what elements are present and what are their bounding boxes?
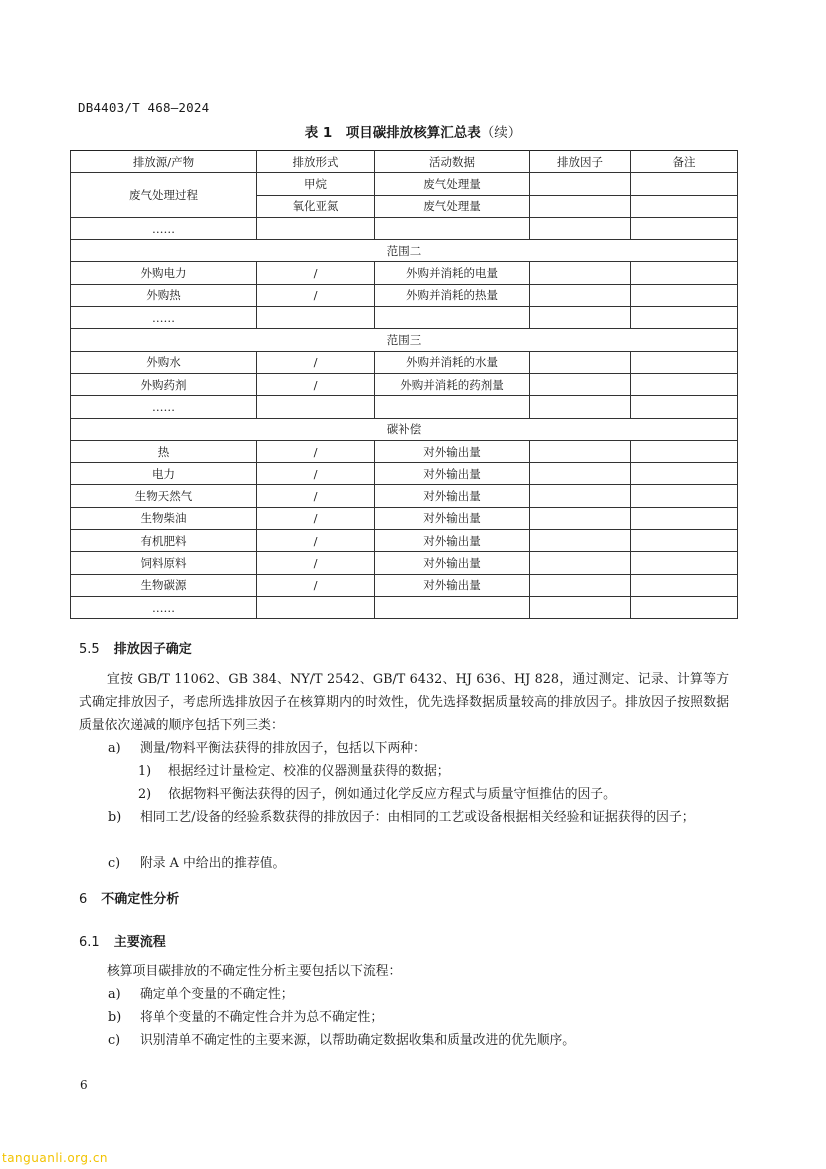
cell-activity: 对外输出量 bbox=[375, 440, 530, 462]
cell-form: / bbox=[257, 552, 375, 574]
cell-form: 氧化亚氮 bbox=[257, 195, 375, 217]
cell-factor bbox=[530, 217, 631, 239]
table-row bbox=[71, 440, 738, 462]
cell-factor bbox=[530, 463, 631, 485]
list-text: 附录 A 中给出的推荐值。 bbox=[140, 856, 286, 871]
table-row bbox=[71, 463, 738, 485]
list-item bbox=[108, 806, 730, 829]
cell-factor bbox=[530, 396, 631, 418]
cell-activity: 对外输出量 bbox=[375, 574, 530, 596]
cell-remarks bbox=[631, 552, 738, 574]
list-marker: c) bbox=[108, 1033, 121, 1048]
carbon-offset-label: 碳补偿 bbox=[71, 418, 738, 440]
cell-activity: 外购并消耗的热量 bbox=[375, 284, 530, 306]
cell-factor bbox=[530, 173, 631, 195]
section-5-5-heading bbox=[79, 638, 192, 657]
list-marker: 2) bbox=[138, 787, 152, 802]
list-text: 测量/物料平衡法获得的排放因子，包括以下两种： bbox=[140, 741, 426, 756]
cell-activity: 对外输出量 bbox=[375, 463, 530, 485]
cell-form: / bbox=[257, 574, 375, 596]
cell-remarks bbox=[631, 596, 738, 618]
table-row bbox=[71, 396, 738, 418]
header-remarks: 备注 bbox=[631, 151, 738, 173]
section-number: 6.1 bbox=[79, 935, 100, 950]
cell-source: 饲料原料 bbox=[71, 552, 257, 574]
list-marker: c) bbox=[108, 856, 121, 871]
header-form: 排放形式 bbox=[257, 151, 375, 173]
page-number: 6 bbox=[80, 1078, 88, 1092]
table-row bbox=[71, 373, 738, 395]
cell-activity: 废气处理量 bbox=[375, 195, 530, 217]
cell-remarks bbox=[631, 530, 738, 552]
cell-form: 甲烷 bbox=[257, 173, 375, 195]
cell-form: / bbox=[257, 262, 375, 284]
list-text: 依据物料平衡法获得的因子，例如通过化学反应方程式与质量守恒推估的因子。 bbox=[168, 787, 616, 802]
cell-remarks bbox=[631, 173, 738, 195]
table-row bbox=[71, 596, 738, 618]
cell-form: / bbox=[257, 373, 375, 395]
cell-source: …… bbox=[71, 217, 257, 239]
cell-factor bbox=[530, 373, 631, 395]
section-title: 不确定性分析 bbox=[101, 892, 180, 907]
table-title-text: 表 1 项目碳排放核算汇总表 bbox=[304, 125, 481, 141]
cell-form bbox=[257, 307, 375, 329]
list-marker: b) bbox=[108, 1010, 122, 1025]
table-row bbox=[71, 307, 738, 329]
list-text: 根据经过计量检定、校准的仪器测量获得的数据； bbox=[168, 764, 450, 779]
cell-factor bbox=[530, 530, 631, 552]
table-title-continued: （续） bbox=[480, 125, 522, 141]
list-text: 确定单个变量的不确定性； bbox=[140, 987, 294, 1002]
cell-remarks bbox=[631, 217, 738, 239]
cell-remarks bbox=[631, 485, 738, 507]
cell-factor bbox=[530, 307, 631, 329]
cell-source: 生物柴油 bbox=[71, 507, 257, 529]
cell-activity: 对外输出量 bbox=[375, 530, 530, 552]
list-item bbox=[108, 1029, 730, 1052]
cell-factor bbox=[530, 284, 631, 306]
header-factor: 排放因子 bbox=[530, 151, 631, 173]
cell-source: 生物碳源 bbox=[71, 574, 257, 596]
cell-source: 有机肥料 bbox=[71, 530, 257, 552]
cell-form: / bbox=[257, 351, 375, 373]
scope-row bbox=[71, 418, 738, 440]
cell-remarks bbox=[631, 396, 738, 418]
header-activity: 活动数据 bbox=[375, 151, 530, 173]
table-row bbox=[71, 284, 738, 306]
cell-remarks bbox=[631, 262, 738, 284]
cell-source: 生物天然气 bbox=[71, 485, 257, 507]
header-source: 排放源/产物 bbox=[71, 151, 257, 173]
cell-factor bbox=[530, 440, 631, 462]
table-row bbox=[71, 351, 738, 373]
cell-form: / bbox=[257, 530, 375, 552]
section-6-heading bbox=[79, 888, 179, 907]
list-text: 将单个变量的不确定性合并为总不确定性； bbox=[140, 1010, 384, 1025]
list-text: 相同工艺/设备的经验系数获得的排放因子：由相同的工艺或设备根据相关经验和证据获得的因子； bbox=[140, 810, 695, 825]
table-row bbox=[71, 217, 738, 239]
cell-source: 外购水 bbox=[71, 351, 257, 373]
section-number: 5.5 bbox=[79, 642, 100, 657]
cell-remarks bbox=[631, 507, 738, 529]
list-text: 识别清单不确定性的主要来源，以帮助确定数据收集和质量改进的优先顺序。 bbox=[140, 1033, 576, 1048]
cell-form bbox=[257, 396, 375, 418]
section-5-5-paragraph: 宜按 GB/T 11062、GB 384、NY/T 2542、GB/T 6432、HJ 636、HJ 828，通过测定、记录、计算等方式确定排放因子，考虑所选排放因子在核算期内的时效性，优先选择数据质量较高的排放因子。排放因子按照数据质量依次递减的顺序包括下列三类： bbox=[79, 672, 729, 733]
cell-activity bbox=[375, 217, 530, 239]
document-code: DB4403/T 468—2024 bbox=[78, 100, 210, 115]
scope-row bbox=[71, 240, 738, 262]
table-row bbox=[71, 173, 738, 195]
cell-form: / bbox=[257, 507, 375, 529]
cell-source: …… bbox=[71, 307, 257, 329]
cell-source: 热 bbox=[71, 440, 257, 462]
cell-source: …… bbox=[71, 396, 257, 418]
cell-factor bbox=[530, 507, 631, 529]
cell-remarks bbox=[631, 307, 738, 329]
cell-form: / bbox=[257, 463, 375, 485]
cell-activity bbox=[375, 596, 530, 618]
scope-row bbox=[71, 329, 738, 351]
table-row bbox=[71, 485, 738, 507]
cell-form: / bbox=[257, 485, 375, 507]
scope-three-label: 范围三 bbox=[71, 329, 738, 351]
table-row bbox=[71, 262, 738, 284]
section-title: 排放因子确定 bbox=[113, 642, 192, 657]
table-row bbox=[71, 507, 738, 529]
cell-source: 电力 bbox=[71, 463, 257, 485]
cell-source: 外购电力 bbox=[71, 262, 257, 284]
table-row bbox=[71, 530, 738, 552]
cell-factor bbox=[530, 552, 631, 574]
sub-list-item bbox=[138, 760, 730, 783]
cell-source: 废气处理过程 bbox=[71, 173, 257, 218]
cell-remarks bbox=[631, 440, 738, 462]
cell-remarks bbox=[631, 284, 738, 306]
cell-factor bbox=[530, 195, 631, 217]
cell-factor bbox=[530, 485, 631, 507]
list-item bbox=[108, 983, 730, 1006]
cell-source: …… bbox=[71, 596, 257, 618]
table-header-row bbox=[71, 151, 738, 173]
cell-remarks bbox=[631, 195, 738, 217]
table-row bbox=[71, 574, 738, 596]
cell-activity: 外购并消耗的电量 bbox=[375, 262, 530, 284]
cell-remarks bbox=[631, 373, 738, 395]
section-number: 6 bbox=[79, 892, 88, 907]
table-title bbox=[0, 121, 826, 141]
list-marker: a) bbox=[108, 741, 121, 756]
cell-remarks bbox=[631, 351, 738, 373]
section-title: 主要流程 bbox=[113, 935, 166, 950]
cell-source: 外购热 bbox=[71, 284, 257, 306]
cell-form: / bbox=[257, 440, 375, 462]
cell-factor bbox=[530, 262, 631, 284]
cell-remarks bbox=[631, 463, 738, 485]
list-item bbox=[108, 737, 730, 760]
cell-activity: 对外输出量 bbox=[375, 552, 530, 574]
section-6-1-heading bbox=[79, 931, 166, 950]
watermark: tanguanli.org.cn bbox=[2, 1151, 109, 1165]
cell-activity: 外购并消耗的药剂量 bbox=[375, 373, 530, 395]
cell-source: 外购药剂 bbox=[71, 373, 257, 395]
cell-factor bbox=[530, 351, 631, 373]
cell-form: / bbox=[257, 284, 375, 306]
list-item bbox=[108, 1006, 730, 1029]
cell-activity bbox=[375, 307, 530, 329]
cell-activity: 废气处理量 bbox=[375, 173, 530, 195]
table-row bbox=[71, 552, 738, 574]
cell-factor bbox=[530, 596, 631, 618]
sub-list-item bbox=[138, 783, 730, 806]
emission-summary-table bbox=[70, 150, 738, 619]
cell-form bbox=[257, 217, 375, 239]
cell-remarks bbox=[631, 574, 738, 596]
list-marker: a) bbox=[108, 987, 121, 1002]
list-item bbox=[108, 852, 730, 875]
section-6-1-paragraph: 核算项目碳排放的不确定性分析主要包括以下流程： bbox=[107, 964, 402, 979]
cell-form bbox=[257, 596, 375, 618]
cell-activity bbox=[375, 396, 530, 418]
list-marker: b) bbox=[108, 810, 122, 825]
cell-activity: 外购并消耗的水量 bbox=[375, 351, 530, 373]
scope-two-label: 范围二 bbox=[71, 240, 738, 262]
list-marker: 1) bbox=[138, 764, 152, 779]
cell-factor bbox=[530, 574, 631, 596]
cell-activity: 对外输出量 bbox=[375, 485, 530, 507]
cell-activity: 对外输出量 bbox=[375, 507, 530, 529]
